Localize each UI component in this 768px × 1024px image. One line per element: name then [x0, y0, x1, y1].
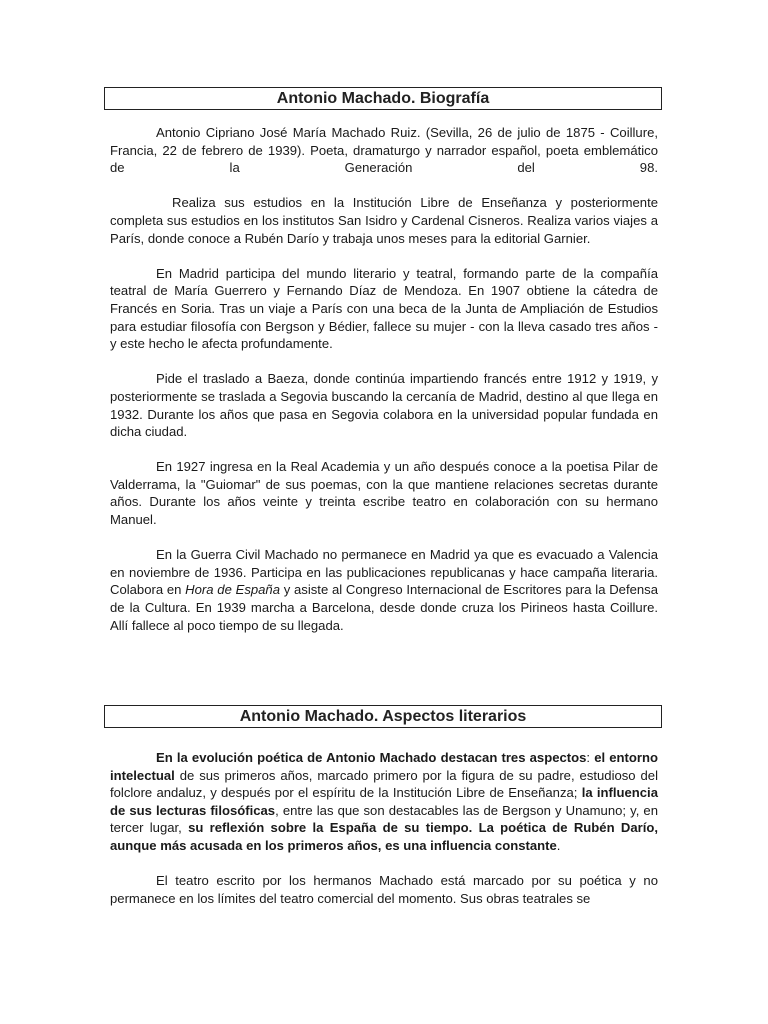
lit-p1-bold-1: En la evolución poética de Antonio Machado destacan tres aspectos: [156, 750, 587, 765]
lit-p1-text-2: de sus primeros años, marcado primero por la figura de su padre, estudioso del folclore andaluz, y después por el espíritu de la Institución Libre de Enseñanza;: [110, 767, 658, 801]
bio-paragraph-1: Antonio Cipriano José María Machado Ruiz. (Sevilla, 26 de julio de 1875 - Coillure, Francia, 22 de febrero de 1939). Poeta, dramaturgo y narrador español, poeta emblemático de la Generación del 98.: [110, 125, 658, 176]
literary-title: Antonio Machado. Aspectos literarios: [104, 705, 662, 728]
bio-paragraph-4: Pide el traslado a Baeza, donde continúa impartiendo francés entre 1912 y 1919, y posteriormente se traslada a Segovia buscando la cercanía de Madrid, destino al que llega en 1932. Durante los años que pasa en Segovia colabora en la universidad popular fundada en dicha ciudad.: [110, 371, 658, 440]
lit-p1-bold-3: la influencia de sus lecturas filosóficas: [110, 785, 658, 818]
bio-paragraph-3: En Madrid participa del mundo literario y teatral, formando parte de la compañía teatral de María Guerrero y Fernando Díaz de Mendoza. En 1907 obtiene la cátedra de Francés en Soria. Tras un viaje a París con una beca de la Junta de Ampliación de Estudios para estudiar filosofía con Bergson y Bédier, fallece su mujer - con la lleva casado tres años - y este hecho le afecta profundamente.: [110, 265, 658, 352]
lit-p1-bold-4: su reflexión sobre la España de su tiempo. La poética de Rubén Darío, aunque más acusada en los primeros años, es una influencia constante: [110, 820, 658, 853]
bio-p6-text-a: En la Guerra Civil Machado no permanece en Madrid ya que es evacuado a Valencia en noviembre de 1936. Participa en las publicaciones republicanas y hace campaña literaria. Colabora en: [110, 547, 658, 598]
biography-title: Antonio Machado. Biografía: [104, 87, 662, 110]
lit-p1-text-4: .: [556, 837, 561, 853]
lit-paragraph-1: [110, 749, 658, 855]
bio-p6-italic-title: Hora de España: [185, 582, 280, 598]
bio-paragraph-6: [110, 546, 658, 634]
lit-p1-text-1: :: [586, 750, 595, 765]
lit-p1-text-3: , entre las que son destacables las de Bergson y Unamuno; y, en tercer lugar,: [110, 802, 658, 836]
lit-p1-bold-2: el entorno intelectual: [110, 750, 658, 783]
lit-paragraph-2: El teatro escrito por los hermanos Machado está marcado por su poética y no permanece en los límites del teatro comercial del momento. Sus obras teatrales se: [110, 873, 658, 906]
literary-section: [110, 749, 658, 925]
bio-p6-text-b: y asiste al Congreso Internacional de Escritores para la Defensa de la Cultura. En 1939 marcha a Barcelona, desde donde cruza los Pirineos hasta Coillure. Allí fallece al poco tiempo de su llegada.: [110, 582, 658, 633]
bio-paragraph-2: Realiza sus estudios en la Institución Libre de Enseñanza y posteriormente completa sus estudios en los institutos San Isidro y Cardenal Cisneros. Realiza varios viajes a París, donde conoce a Rubén Darío y trabaja unos meses para la editorial Garnier.: [110, 195, 658, 246]
bio-paragraph-5: En 1927 ingresa en la Real Academia y un año después conoce a la poetisa Pilar de Valderrama, la "Guiomar" de sus poemas, con la que mantiene relaciones secretas durante años. Durante los años veinte y treinta escribe teatro en colaboración con su hermano Manuel.: [110, 459, 658, 528]
biography-section: [110, 124, 658, 652]
